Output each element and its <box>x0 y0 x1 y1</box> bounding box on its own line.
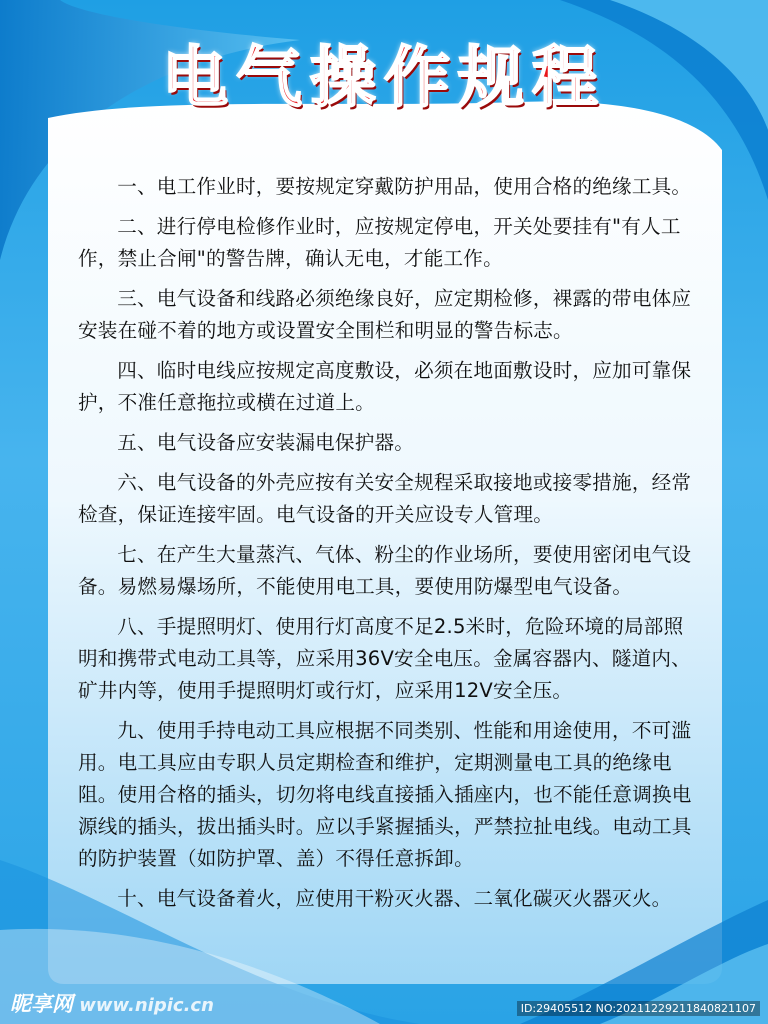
watermark-url: www.nipic.cn <box>79 995 214 1016</box>
rule-paragraph: 四、临时电线应按规定高度敷设，必须在地面敷设时，应加可靠保护，不准任意拖拉或横在过道上。 <box>78 359 692 414</box>
rule-paragraph: 七、在产生大量蒸汽、气体、粉尘的作业场所，要使用密闭电气设备。易燃易爆场所，不能使用电工具，要使用防爆型电气设备。 <box>78 543 692 598</box>
rule-paragraph: 六、电气设备的外壳应按有关安全规程采取接地或接零措施，经常检查，保证连接牢固。电气设备的开关应设专人管理。 <box>78 471 692 526</box>
page-title: 电气操作规程 <box>162 39 606 116</box>
rule-paragraph: 三、电气设备和线路必须绝缘良好，应定期检修，裸露的带电体应安装在碰不着的地方或设置安全围栏和明显的警告标志。 <box>78 287 692 342</box>
image-id-label: ID:29405512 NO:20211229211840821107 <box>517 1001 760 1016</box>
rule-paragraph: 九、使用手持电动工具应根据不同类别、性能和用途使用，不可滥用。电工具应由专职人员定期检查和维护，定期测量电工具的绝缘电阻。使用合格的插头，切勿将电线直接插入插座内，也不能任意调换电源线的插头，拔出插头时。应以手紧握插头，严禁拉扯电线。电动工具的防护装置（如防护罩、盖）不得任意拆卸。 <box>78 719 692 870</box>
rule-paragraph: 十、电气设备着火，应使用干粉灭火器、二氧化碳灭火器灭火。 <box>117 887 672 910</box>
rule-paragraph: 八、手提照明灯、使用行灯高度不足2.5米时，危险环境的局部照明和携带式电动工具等，应采用36V安全电压。金属容器内、隧道内、矿井内等，使用手提照明灯或行灯，应采用12V安全压。 <box>78 615 691 702</box>
rule-paragraph: 一、电工作业时，要按规定穿戴防护用品，使用合格的绝缘工具。 <box>117 175 692 198</box>
watermark <box>10 988 214 1018</box>
rule-paragraph: 二、进行停电检修作业时，应按规定停电，开关处要挂有"有人工作，禁止合闸"的警告牌，确认无电，才能工作。 <box>78 215 681 270</box>
watermark-logo: 昵享网 <box>10 992 73 1016</box>
rule-paragraph: 五、电气设备应安装漏电保护器。 <box>117 431 415 454</box>
rules-content <box>78 171 698 923</box>
